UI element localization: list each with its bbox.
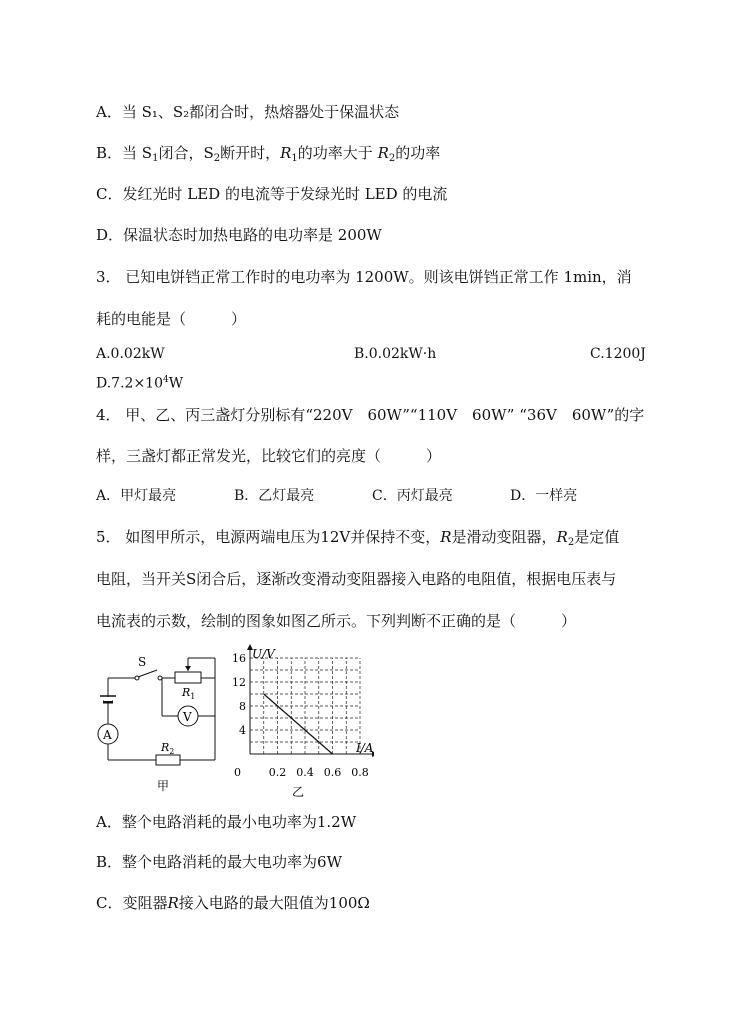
ammeter-label: A bbox=[103, 728, 112, 742]
q4-option-a: A．甲灯最亮 bbox=[96, 488, 177, 504]
y-tick-label: 16 bbox=[232, 652, 246, 665]
x-tick-label: 0.2 bbox=[268, 766, 287, 779]
q3-option-d: $D.7.2\times 10^4W$ bbox=[96, 375, 184, 392]
x-tick-label: 0.8 bbox=[351, 766, 369, 779]
graph-caption: 乙 bbox=[292, 785, 305, 799]
q3-option-a: A.0.02kW bbox=[96, 346, 165, 362]
voltmeter-label: V bbox=[183, 710, 192, 724]
switch-label: S bbox=[138, 655, 147, 669]
graph-series bbox=[264, 694, 333, 754]
y-tick-label: 12 bbox=[232, 676, 246, 689]
graph-grid bbox=[250, 658, 360, 754]
q5-option-c: C．变阻器R接入电路的最大阻值为100Ω bbox=[96, 894, 370, 912]
q5-option-b: B．整个电路消耗的最大电功率为6W bbox=[96, 853, 342, 871]
q2-option-a: A．当 S₁、S₂都闭合时，热熔器处于保温状态 bbox=[96, 103, 400, 121]
q3-option-c: C.1200J bbox=[590, 346, 646, 362]
y-axis-label: U/V bbox=[252, 647, 275, 661]
r2-resistor bbox=[156, 755, 180, 765]
q4-stem-line2: 样，三盏灯都正常发光，比较它们的亮度（ ） bbox=[96, 447, 442, 465]
q5-option-a: A．整个电路消耗的最小电功率为1.2W bbox=[96, 813, 357, 831]
q4-stem-line1: 4． 甲、乙、丙三盏灯分别标有“220V 60W”“110V 60W” “36V 60W”的字 bbox=[96, 406, 645, 424]
graph-u-i bbox=[224, 642, 374, 802]
q3-stem-line1: 3． 已知电饼铛正常工作时的电功率为 1200W。则该电饼铛正常工作 1min，消 bbox=[96, 268, 632, 286]
q4-option-d: D．一样亮 bbox=[510, 488, 578, 504]
graph-ticks bbox=[232, 652, 369, 779]
x-tick-label: 0.4 bbox=[296, 766, 314, 779]
q3-option-b: B.0.02kW·h bbox=[354, 346, 437, 362]
q3-stem-line2: 耗的电能是（ ） bbox=[96, 310, 247, 328]
x-axis-label: I/A bbox=[356, 741, 374, 755]
x-tick-label: 0.6 bbox=[323, 766, 342, 779]
y-tick-label: 8 bbox=[239, 700, 246, 713]
q5-stem-line2: 电阻，当开关S闭合后，逐渐改变滑动变阻器接入电路的电阻值，根据电压表与 bbox=[96, 570, 617, 588]
circuit-caption: 甲 bbox=[157, 779, 170, 793]
q2-option-d: D．保温状态时加热电路的电功率是 200W bbox=[96, 226, 382, 244]
q2-option-c: C．发红光时 LED 的电流等于发绿光时 LED 的电流 bbox=[96, 185, 448, 203]
r1-resistor bbox=[175, 672, 201, 683]
graph-origin: 0 bbox=[234, 766, 241, 779]
y-tick-label: 4 bbox=[239, 724, 246, 737]
q4-option-c: C．丙灯最亮 bbox=[372, 488, 453, 504]
r2-label: $R_2$ bbox=[161, 741, 175, 756]
q5-stem-line3: 电流表的示数，绘制的图象如图乙所示。下列判断不正确的是（ ） bbox=[96, 612, 577, 630]
q5-stem-line1: 5． 如图甲所示，电源两端电压为12V并保持不变，R是滑动变阻器，$R_2$是定值 bbox=[96, 528, 620, 548]
series-line bbox=[264, 694, 333, 754]
q2-option-b: B．当 $S_1$闭合，$S_2$断开时，$R_1$的功率大于 $R_2$的功率 bbox=[96, 144, 441, 164]
q4-option-b: B．乙灯最亮 bbox=[234, 488, 315, 504]
circuit-diagram bbox=[90, 648, 240, 796]
switch-lever bbox=[138, 670, 157, 677]
r1-label: $R_1$ bbox=[182, 686, 196, 701]
switch-contact-right bbox=[158, 676, 162, 680]
